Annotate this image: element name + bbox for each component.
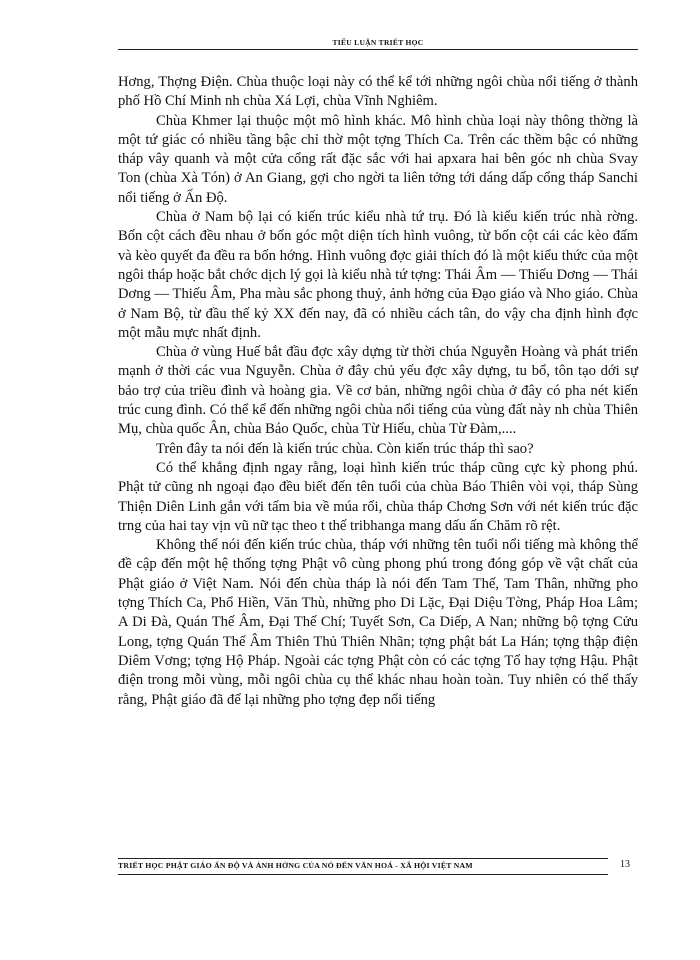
paragraph-4: Chùa ở vùng Huế bắt đầu đợc xây dựng từ thời chúa Nguyễn Hoàng và phát triển mạnh ở thời các vua Nguyễn. Chùa ở đây chủ yếu đợc xây dựng, tu bổ, tôn tạo dới sự bảo trợ của triều đình và hoàng gia. Về cơ bản, những ngôi chùa ở đây có pha nét kiến trúc cung đình. Có thể kể đến những ngôi chùa nổi tiếng của vùng đất này nh chùa Thiên Mụ, chùa quốc Ân, chùa Báo Quốc, chùa Từ Hiếu, chùa Từ Đàm,.... bbox=[118, 344, 638, 438]
paragraph-7: Không thể nói đến kiến trúc chùa, tháp với những tên tuổi nổi tiếng mà không thể đề cập đến một hệ thống tợng Phật vô cùng phong phú trong đóng góp về vật chất của Phật giáo ở Việt Nam. Nói đến chùa tháp là nói đến Tam Thế, Tam Thân, những pho tợng Thích Ca, Phổ Hiền, Văn Thù, những pho Di Lặc, Đại Diệu Tờng, Pháp Hoa Lâm; A Di Đà, Quán Thế Âm, Đại Thế Chí; Tuyết Sơn, Ca Diếp, A Nan; những bộ tợng Cửu Long, tợng Quán Thế Âm Thiên Thủ Thiên Nhãn; tợng phật bát La Hán; tợng thập điện Diêm Vơng; tợng Hộ Pháp. Ngoài các tợng Phật còn có các tợng Tổ hay tợng Hậu. Phật điện trong mỗi vùng, mỗi ngôi chùa cụ thể khác nhau hoàn toàn. Tuy nhiên có thể thấy rằng, Phật giáo đã để lại những pho tợng đẹp nổi tiếng bbox=[118, 537, 638, 708]
footer-divider-top bbox=[118, 858, 608, 859]
body-text bbox=[118, 73, 638, 710]
paragraph-5: Trên đây ta nói đến là kiến trúc chùa. Còn kiến trúc tháp thì sao? bbox=[156, 440, 534, 457]
page-number: 13 bbox=[620, 859, 630, 870]
paragraph-3: Chùa ở Nam bộ lại có kiến trúc kiểu nhà tứ trụ. Đó là kiểu kiến trúc nhà rờng. Bốn cột cách đều nhau ở bốn góc một diện tích hình vuông, từ bốn cột cái các kèo đấm và kèo quyết đa đều ra bốn hớng. Hình vuông đợc giải thích đó là một kiểu thức của một ngôi tháp hoặc bắt chớc dịch lý gọi là kiểu nhà tứ tợng: Thái Âm — Thiếu Dơng — Thái Dơng — Thiếu Âm, Pha màu sắc phong thuỷ, ảnh hởng của Đạo giáo và Nho giáo. Chùa ở Nam Bộ, từ đầu thế kỷ XX đến nay, đã có nhiều cách tân, do vậy cha định hình đợc một mẫu mực nhất định. bbox=[118, 209, 638, 341]
paragraph-2: Chùa Khmer lại thuộc một mô hình khác. Mô hình chùa loại này thông thờng là một tứ giác có nhiều tầng bậc chỉ thờ một tợng Thích Ca. Trên các thềm bậc có những tháp vây quanh và một cửa cổng rất đặc sắc với hai apxara hai bên góc nh chùa Svay Ton (chùa Xà Tón) ở An Giang, gợi cho ngời ta liên tởng tới dáng dấp cổng tháp Sanchi nổi tiếng ở Ấn Độ. bbox=[118, 112, 638, 206]
header-divider bbox=[118, 49, 638, 50]
page-header-title: TIỂU LUẬN TRIẾT HỌC bbox=[332, 38, 424, 47]
paragraph-1: Hơng, Thợng Điện. Chùa thuộc loại này có thể kể tới những ngôi chùa nổi tiếng ở thành phố Hồ Chí Minh nh chùa Xá Lợi, chùa Vĩnh Nghiêm. bbox=[118, 74, 638, 110]
page-footer-title: TRIẾT HỌC PHẬT GIÁO ẤN ĐỘ VÀ ẢNH HỞNG CỦA NÓ ĐẾN VĂN HOÁ - XÃ HỘI VIỆT NAM bbox=[118, 861, 473, 870]
paragraph-6: Có thể khẳng định ngay rằng, loại hình kiến trúc tháp cũng cực kỳ phong phú. Phật tử cũng nh ngoại đạo đều biết đến tên tuổi của chùa Báo Thiên vòi vọi, tháp Sùng Thiện Diên Linh gắn với tấm bia về múa rối, chùa tháp Chơng Sơn với nét kiến trúc đặc trng của hai tay vịn vũ nữ tạc theo t thế tribhanga mang dấu ấn Chăm rõ rệt. bbox=[118, 459, 638, 534]
footer-divider-bottom bbox=[118, 874, 608, 875]
